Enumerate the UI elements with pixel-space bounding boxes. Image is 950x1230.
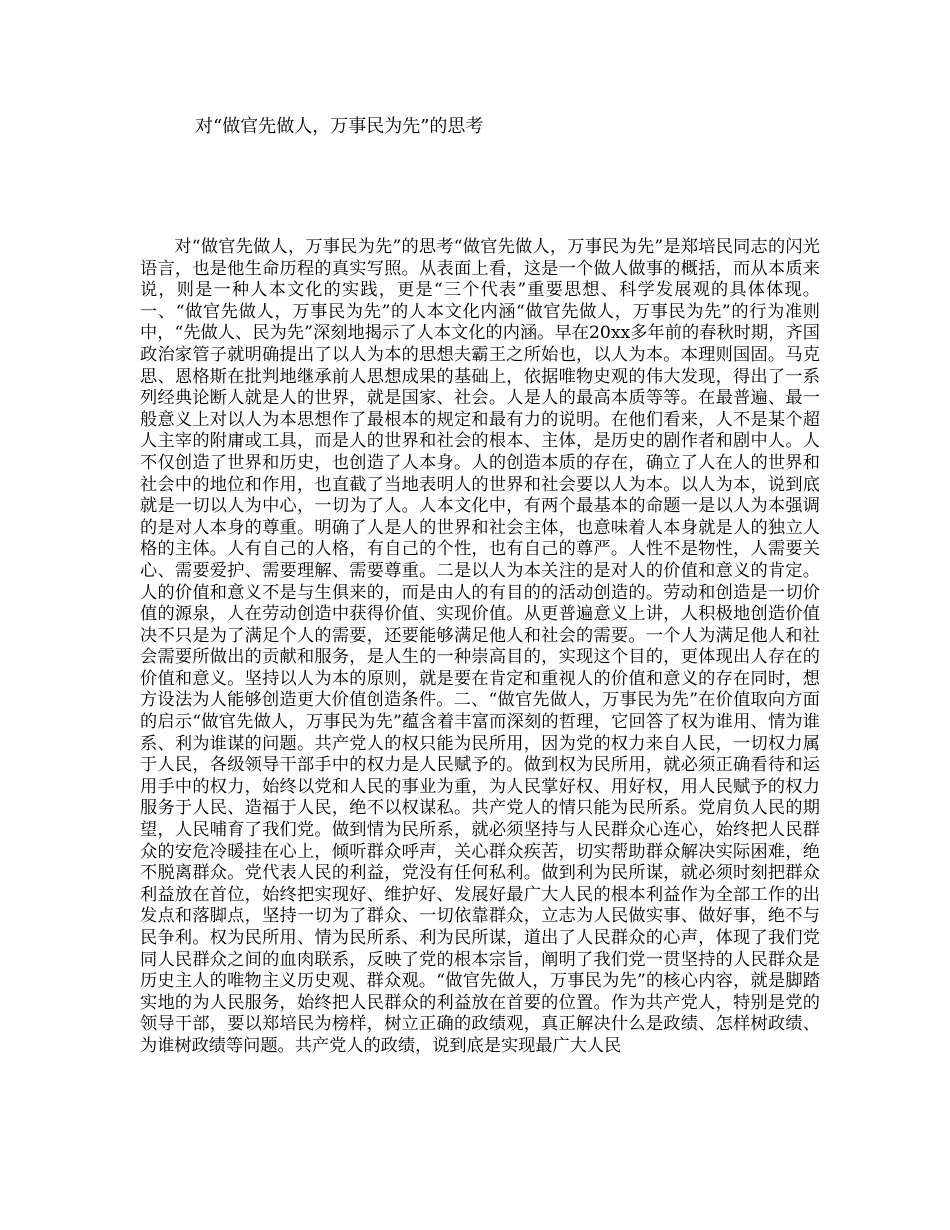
document-title: 对“做官先做人，万事民为先”的思考 bbox=[195, 116, 484, 137]
document-body-paragraph: 对“做官先做人，万事民为先”的思考“做官先做人，万事民为先”是郑培民同志的闪光语言，也是他生命历程的真实写照。从表面上看，这是一个做人做事的概括，而从本质来说，则是一种人本文化的实践，更是“三个代表”重要思想、科学发展观的具体体现。一、“做官先做人，万事民为先”的人本文化内涵“做官先做人，万事民为先”的行为准则中，“先做人、民为先”深刻地揭示了人本文化的内涵。早在20xx多年前的春秋时期，齐国政治家管子就明确提出了以人为本的思想夫霸王之所始也，以人为本。本理则国固。马克思、恩格斯在批判地继承前人思想成果的基础上，依据唯物史观的伟大发现，得出了一系列经典论断人就是人的世界，就是国家、社会。人是人的最高本质等等。在最普遍、最一般意义上对以人为本思想作了最根本的规定和最有力的说明。在他们看来，人不是某个超人主宰的附庸或工具，而是人的世界和社会的根本、主体，是历史的剧作者和剧中人。人不仅创造了世界和历史，也创造了人本身。人的创造本质的存在，确立了人在人的世界和社会中的地位和作用，也直截了当地表明人的世界和社会要以人为本。以人为本，说到底就是一切以人为中心，一切为了人。人本文化中，有两个最基本的命题一是以人为本强调的是对人本身的尊重。明确了人是人的世界和社会主体，也意味着人本身就是人的独立人格的主体。人有自己的人格，有自己的个性，也有自己的尊严。人性不是物性，人需要关心、需要爱护、需要理解、需要尊重。二是以人为本关注的是对人的价值和意义的肯定。人的价值和意义不是与生俱来的，而是由人的有目的的活动创造的。劳动和创造是一切价值的源泉，人在劳动创造中获得价值、实现价值。从更普遍意义上讲，人积极地创造价值决不只是为了满足个人的需要，还要能够满足他人和社会的需要。一个人为满足他人和社会需要所做出的贡献和服务，是人生的一种崇高目的，实现这个目的，更体现出人存在的价值和意义。坚持以人为本的原则，就是要在肯定和重视人的价值和意义的存在同时，想方设法为人能够创造更大价值创造条件。二、“做官先做人，万事民为先”在价值取向方面的启示“做官先做人，万事民为先”蕴含着丰富而深刻的哲理，它回答了权为谁用、情为谁系、利为谁谋的问题。共产党人的权只能为民所用，因为党的权力来自人民，一切权力属于人民，各级领导干部手中的权力是人民赋予的。做到权为民所用，就必须正确看待和运用手中的权力，始终以党和人民的事业为重，为人民掌好权、用好权，用人民赋予的权力服务于人民、造福于人民，绝不以权谋私。共产党人的情只能为民所系。党肩负人民的期望，人民哺育了我们党。做到情为民所系，就必须坚持与人民群众心连心，始终把人民群众的安危冷暖挂在心上，倾听群众呼声，关心群众疾苦，切实帮助群众解决实际困难，绝不脱离群众。党代表人民的利益，党没有任何私利。做到利为民所谋，就必须时刻把群众利益放在首位，始终把实现好、维护好、发展好最广大人民的根本利益作为全部工作的出发点和落脚点，坚持一切为了群众、一切依靠群众，立志为人民做实事、做好事，绝不与民争利。权为民所用、情为民所系、利为民所谋，道出了人民群众的心声，体现了我们党同人民群众之间的血肉联系，反映了党的根本宗旨，阐明了我们党一贯坚持的人民群众是历史主人的唯物主义历史观、群众观。“做官先做人，万事民为先”的核心内容，就是脚踏实地的为人民服务，始终把人民群众的利益放在首要的位置。作为共产党人，特别是党的领导干部，要以郑培民为榜样，树立正确的政绩观，真正解决什么是政绩、怎样树政绩、为谁树政绩等问题。共产党人的政绩，说到底是实现最广大人民 bbox=[140, 237, 820, 1056]
